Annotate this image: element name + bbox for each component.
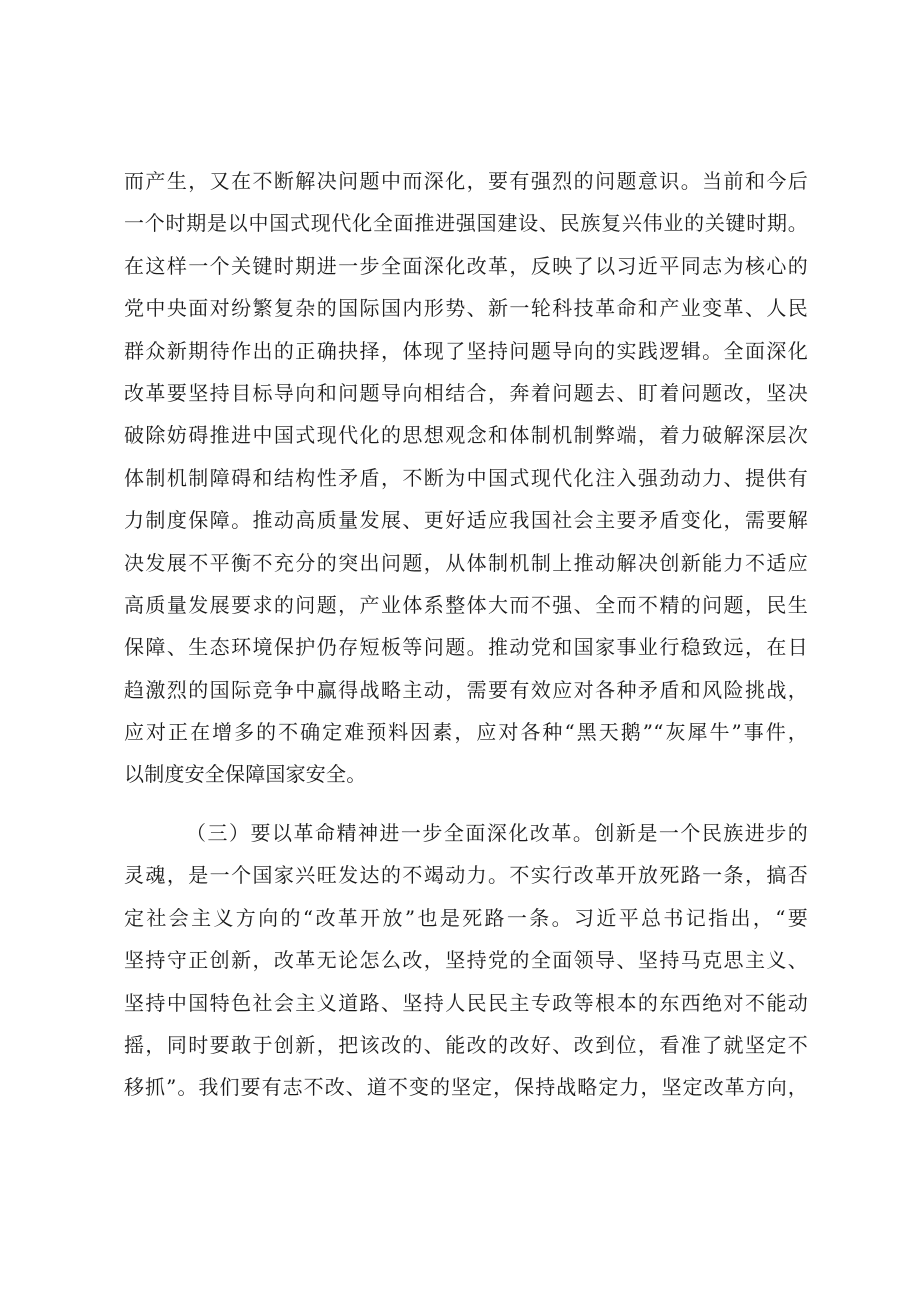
text-line: 趋激烈的国际竞争中赢得战略主动，需要有效应对各种矛盾和风险挑战， xyxy=(124,677,808,702)
text-line: 党中央面对纷繁复杂的国际国内形势、新一轮科技革命和产业变革、人民 xyxy=(124,296,808,321)
text-line: 体制机制障碍和结构性矛盾，不断为中国式现代化注入强劲动力、提供有 xyxy=(124,465,808,490)
text-line: 在这样一个关键时期进一步全面深化改革，反映了以习近平同志为核心的 xyxy=(124,253,808,278)
text-line: 移抓”。我们要有志不改、道不变的坚定，保持战略定力，坚定改革方向， xyxy=(124,1075,808,1100)
paragraph-2 xyxy=(124,812,808,1109)
text-line: 保障、生态环境保护仍存短板等问题。推动党和国家事业行稳致远，在日 xyxy=(124,635,808,660)
text-line: （三）要以革命精神进一步全面深化改革。创新是一个民族进步的 xyxy=(186,821,808,845)
text-line: 坚持守正创新，改革无论怎么改，坚持党的全面领导、坚持马克思主义、 xyxy=(124,948,808,973)
text-line: 定社会主义方向的“改革开放”也是死路一条。习近平总书记指出，“要 xyxy=(124,905,808,930)
text-line: 高质量发展要求的问题，产业体系整体大而不强、全而不精的问题，民生 xyxy=(124,592,808,617)
text-line: 力制度保障。推动高质量发展、更好适应我国社会主要矛盾变化，需要解 xyxy=(124,508,808,533)
text-line: 应对正在增多的不确定难预料因素，应对各种“黑天鹅”“灰犀牛”事件， xyxy=(124,720,808,745)
paragraph-1 xyxy=(124,160,808,796)
text-line: 改革要坚持目标导向和问题导向相结合，奔着问题去、盯着问题改，坚决 xyxy=(124,380,808,405)
text-line: 一个时期是以中国式现代化全面推进强国建设、民族复兴伟业的关键时期。 xyxy=(124,211,808,236)
text-line: 而产生，又在不断解决问题中而深化，要有强烈的问题意识。当前和今后 xyxy=(124,169,808,193)
text-line: 灵魂，是一个国家兴旺发达的不竭动力。不实行改革开放死路一条，搞否 xyxy=(124,863,808,888)
text-line: 决发展不平衡不充分的突出问题，从体制机制上推动解决创新能力不适应 xyxy=(124,550,808,575)
text-line: 以制度安全保障国家安全。 xyxy=(124,762,367,787)
text-line: 摇，同时要敢于创新，把该改的、能改的改好、改到位，看准了就坚定不 xyxy=(124,1032,808,1057)
text-line: 群众新期待作出的正确抉择，体现了坚持问题导向的实践逻辑。全面深化 xyxy=(124,338,808,363)
text-line: 坚持中国特色社会主义道路、坚持人民民主专政等根本的东西绝对不能动 xyxy=(124,990,808,1015)
text-line: 破除妨碍推进中国式现代化的思想观念和体制机制弊端，着力破解深层次 xyxy=(124,423,808,448)
